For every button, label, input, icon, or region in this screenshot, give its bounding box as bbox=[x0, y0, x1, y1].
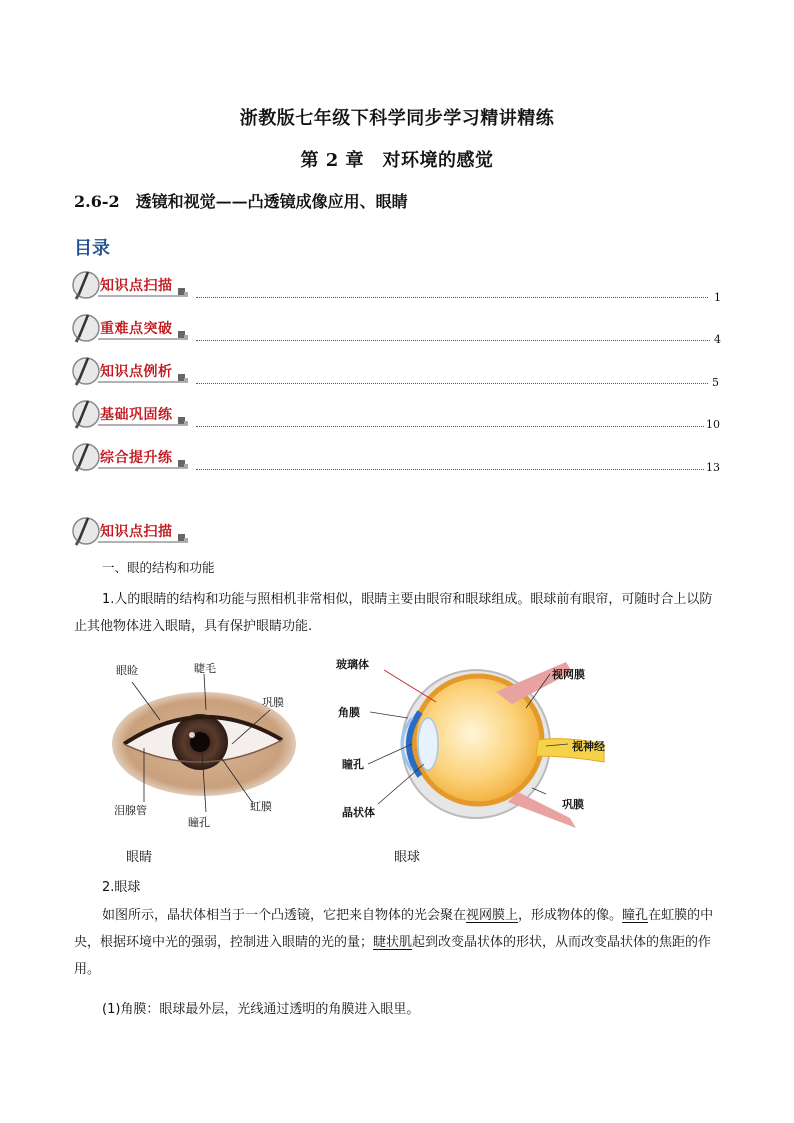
label-lens: 晶状体 bbox=[342, 806, 375, 819]
text-run: 在虹膜的中央，根据环境中光的强弱，控制进入眼睛的光的量； bbox=[74, 908, 714, 950]
section-badge-label: 知识点扫描 bbox=[100, 524, 173, 540]
toc-item-label: 综合提升练 bbox=[100, 450, 173, 466]
toc-page-number: 1 bbox=[714, 291, 721, 304]
toc-leader bbox=[196, 297, 708, 298]
text-run: ，形成物体的像。 bbox=[518, 908, 623, 923]
chapter-title: 第 2 章 对环境的感觉 bbox=[300, 150, 494, 171]
underlined-term-ciliary-muscle: 睫状肌 bbox=[373, 935, 413, 950]
toc-item-basic-practice[interactable] bbox=[70, 397, 194, 431]
toc-item-key-points[interactable] bbox=[70, 311, 194, 345]
label-retina: 视网膜 bbox=[552, 668, 585, 681]
figure-eyeball-diagram bbox=[336, 652, 626, 832]
caption-eye: 眼睛 bbox=[126, 850, 153, 865]
toc-page-number: 5 bbox=[712, 376, 719, 389]
toc-leader bbox=[196, 469, 704, 470]
toc-item-label: 基础巩固练 bbox=[100, 407, 173, 423]
toc-heading: 目录 bbox=[74, 238, 110, 259]
label-pupil: 瞳孔 bbox=[188, 816, 210, 829]
label-tear-duct: 泪腺管 bbox=[114, 804, 147, 817]
caption-eyeball: 眼球 bbox=[394, 850, 421, 865]
toc-page-number: 13 bbox=[706, 461, 720, 474]
toc-page-number: 10 bbox=[706, 418, 720, 431]
toc-item-label: 知识点扫描 bbox=[100, 278, 173, 294]
section-title: 2.6-2 透镜和视觉——凸透镜成像应用、眼睛 bbox=[74, 192, 408, 211]
document-title: 浙教版七年级下科学同步学习精讲精练 bbox=[239, 108, 555, 129]
toc-item-knowledge-scan[interactable] bbox=[70, 268, 194, 302]
underlined-term-retina: 视网膜上 bbox=[466, 908, 519, 923]
text-run: 如图所示，晶状体相当于一个凸透镜，它把来自物体的光会聚在 bbox=[102, 908, 467, 923]
section-badge-knowledge-scan bbox=[70, 514, 194, 548]
label-vitreous: 玻璃体 bbox=[336, 658, 369, 671]
label-sclera: 巩膜 bbox=[262, 696, 284, 709]
toc-leader bbox=[196, 340, 710, 341]
label-cornea: 角膜 bbox=[338, 706, 360, 719]
toc-item-label: 知识点例析 bbox=[100, 364, 173, 380]
toc-page-number: 4 bbox=[714, 333, 721, 346]
text-run: 起到改变晶状体的形状，从而改变晶状体的焦距的作用。 bbox=[74, 935, 712, 977]
toc-item-label: 重难点突破 bbox=[100, 321, 173, 337]
label-sclera: 巩膜 bbox=[562, 798, 584, 811]
toc-item-advanced-practice[interactable] bbox=[70, 440, 194, 474]
toc-item-examples[interactable] bbox=[70, 354, 194, 388]
label-optic-nerve: 视神经 bbox=[572, 740, 605, 753]
underlined-term-pupil: 瞳孔 bbox=[622, 908, 649, 923]
toc-leader bbox=[196, 426, 704, 427]
paragraph-cornea: (1)角膜：眼球最外层，光线通过透明的角膜进入眼里。 bbox=[102, 1002, 420, 1017]
toc-leader bbox=[196, 383, 708, 384]
paragraph-eyeball bbox=[74, 902, 724, 983]
figure-eye-photo bbox=[102, 652, 302, 832]
paragraph-eye-intro: 1.人的眼睛的结构和功能与照相机非常相似，眼睛主要由眼帘和眼球组成。眼球前有眼帘，可随时合上以防止其他物体进入眼睛，具有保护眼睛功能. bbox=[74, 592, 713, 634]
heading-eye-structure: 一、眼的结构和功能 bbox=[102, 560, 215, 575]
label-eyelid: 眼睑 bbox=[116, 664, 138, 677]
label-iris: 虹膜 bbox=[250, 800, 272, 813]
label-eyelash: 睫毛 bbox=[194, 662, 216, 675]
heading-eyeball: 2.眼球 bbox=[102, 880, 141, 895]
label-pupil: 瞳孔 bbox=[342, 758, 364, 771]
